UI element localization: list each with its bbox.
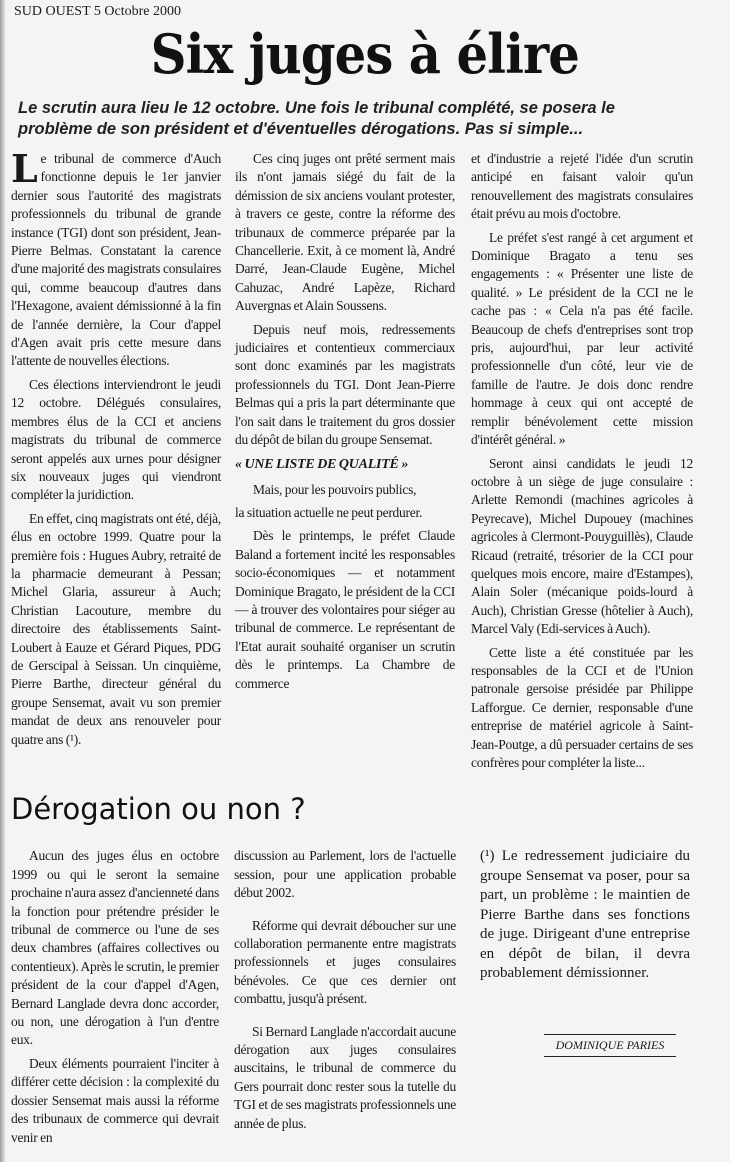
- masthead: SUD OUEST 5 Octobre 2000: [14, 4, 181, 19]
- paragraph: la situation actuelle ne peut perdurer.: [235, 504, 423, 520]
- headline: Six juges à élire: [150, 22, 580, 86]
- paragraph: En effet, cinq magistrats ont été, déjà, élus en octobre 1999. Quatre pour la première fois : Hugues Aubry, retraité de la pharmacie demeurant à Pessan; Michel Glaria, assureur à Auch; Christian Lacouture, membre du directoire des établissements Saint-Loubert à Eauze et Gérard Piques, PDG de Gerscipal à Seissan. Un cinquième, Pierre Barthe, directeur général du groupe Sensemat, avait vu son premier mandat de deux ans renouveler pour quatre ans (¹).: [11, 510, 221, 747]
- upper-columns: [11, 146, 711, 777]
- paragraph: [11, 146, 221, 371]
- paragraph: Dès le printemps, le préfet Claude Baland a fortement incité les responsables socio-économiques — et notamment Dominique Bragato, le président de la CCI — à trouver des volontaires pour siéger au tribunal de commerce. Le représentant de l'Etat aurait souhaité organiser un scrutin dès le printemps. La Chambre de commerce: [235, 528, 455, 691]
- paragraph: Deux éléments pourraient l'inciter à différer cette décision : la complexité du dossier Sensemat mais aussi la réforme des tribunaux de commerce qui devrait venir en: [11, 1055, 219, 1145]
- paragraph: Mais, pour les pouvoirs publics,: [253, 481, 417, 497]
- lower-column-1: [11, 847, 219, 1152]
- paragraph: Seront ainsi candidats le jeudi 12 octobre à un siège de juge consulaire : Arlette Remondi (machines agricoles à Peyrecave), Michel Dupouey (machines agricoles à Clermont-Pouyguillès), Claude Ricaud (retraité, trésorier de la CCI pour quelques mois encore, maire d'Estampes), Alain Soler (mécanique poids-lourd à Auch), Christian Gresse (hôtelier à Auch), Marcel Valy (Edi-services à Auch).: [471, 455, 693, 637]
- article-column-1: [11, 146, 221, 754]
- paragraph: Aucun des juges élus en octobre 1999 ou qui le seront la semaine prochaine n'aura assez d'ancienneté dans la fonction pour prétendre présider le tribunal de commerce ou l'une de ses deux chambres (affaires collectives ou contentieux). Après le scrutin, le premier président de la cour d'appel d'Agen, Bernard Langlade devra donc accorder, ou non, une dérogation à l'un d'entre eux.: [11, 848, 219, 1048]
- lower-column-2: [234, 847, 456, 1138]
- lower-columns: [11, 847, 711, 1152]
- paragraph: Le préfet s'est rangé à cet argument et Dominique Bragato a tenu ses engagements : « Présenter une liste de qualité. » Le président de la CCI ne le cache pas : « Cela n'a pas été facile. Beaucoup de chefs d'entreprises sont trop pris, aujourd'hui, par leur activité professionnelle d'un côté, leur vie de famille de l'autre. Je dois donc rendre hommage à ceux qui ont accepté de remplir bénévolement cette mission d'intérêt général. »: [471, 229, 693, 448]
- paragraph-text: e tribunal de commerce d'Auch fonctionne depuis le 1er janvier dernier sous l'autorité des magistrats professionnels du tribunal de grande instance (TGI) dont son président, Jean-Pierre Belmas. Constatant la carence d'une majorité des magistrats consulaires qui, comme beaucoup d'autres dans l'Hexagone, avaient démissionné à la fin de l'année dernière, la Cour d'appel d'Agen avait pris cette mesure dans l'attente de nouvelles élections.: [11, 151, 221, 369]
- deck: Le scrutin aura lieu le 12 octobre. Une fois le tribunal complété, se posera le problème de son président et d'éventuelles dérogations. Pas si simple...: [18, 99, 615, 138]
- paragraph: et d'industrie a rejeté l'idée d'un scrutin anticipé en faisant valoir qu'un renouvellement des magistrats consulaires était prévu au mois d'octobre.: [471, 151, 693, 222]
- article-column-2: [235, 150, 455, 698]
- paragraph: Réforme qui devrait déboucher sur une collaboration permanente entre magistrats professionnels et juges consulaires bénévoles. Ce que ces dernier ont combattu, jusqu'à présent.: [234, 917, 456, 1007]
- footnote: (¹) Le redressement judiciaire du groupe Sensemat va poser, pour sa part, un problème : le maintien de Pierre Barthe dans ses fonctions de juge. Dirigeant d'une entreprise en dépôt de bilan, il devra probablement démissionner.: [480, 848, 690, 982]
- article-column-3: [471, 150, 693, 777]
- author-signature: DOMINIQUE PARIES: [544, 1034, 676, 1057]
- paragraph: Ces élections interviendront le jeudi 12 octobre. Délégués consulaires, membres élus de la CCI et anciens magistrats du tribunal de commerce seront appelés aux urnes pour désigner six nouveaux juges qui viendront compléter la juridiction.: [11, 376, 221, 503]
- section-title: Dérogation ou non ?: [11, 792, 306, 827]
- drop-cap: L: [11, 146, 38, 191]
- footnote-column: [480, 847, 690, 1057]
- paragraph: Depuis neuf mois, redressements judiciaires et contentieux commerciaux sont donc examinés par les magistrats professionnels du TGI. Dont Jean-Pierre Belmas qui a pris la part déterminante que l'on sait dans le traitement du gros dossier du dépôt de bilan du groupe Sensemat.: [235, 321, 455, 448]
- subheading: « UNE LISTE DE QUALITÉ »: [235, 456, 409, 472]
- paragraph: Cette liste a été constituée par les responsables de la CCI et de l'Union patronale gersoise présidée par Philippe Lafforgue. Ce dernier, responsable d'une entreprise de matériel agricole à Saint-Jean-Poutge, a dû persuader certains de ses confrères pour compléter la liste...: [471, 644, 693, 770]
- paragraph: Ces cinq juges ont prêté serment mais ils n'ont jamais siégé du fait de la démission de six anciens voulant protester, à travers ce geste, contre la réforme des tribunaux de commerce préparée par la Chancellerie. Exit, à ce moment là, André Darré, Jean-Claude Eugène, Michel Cahuzac, André Lapèze, Richard Auvergnas et Alain Soussens.: [235, 151, 455, 314]
- paragraph: Si Bernard Langlade n'accordait aucune dérogation aux juges consulaires auscitains, le tribunal de commerce du Gers pourrait donc rester sous la tutelle du TGI et de ses magistrats professionnels une année de plus.: [234, 1023, 456, 1131]
- paragraph: discussion au Parlement, lors de l'actuelle session, pour une application probable début 2002.: [234, 848, 456, 901]
